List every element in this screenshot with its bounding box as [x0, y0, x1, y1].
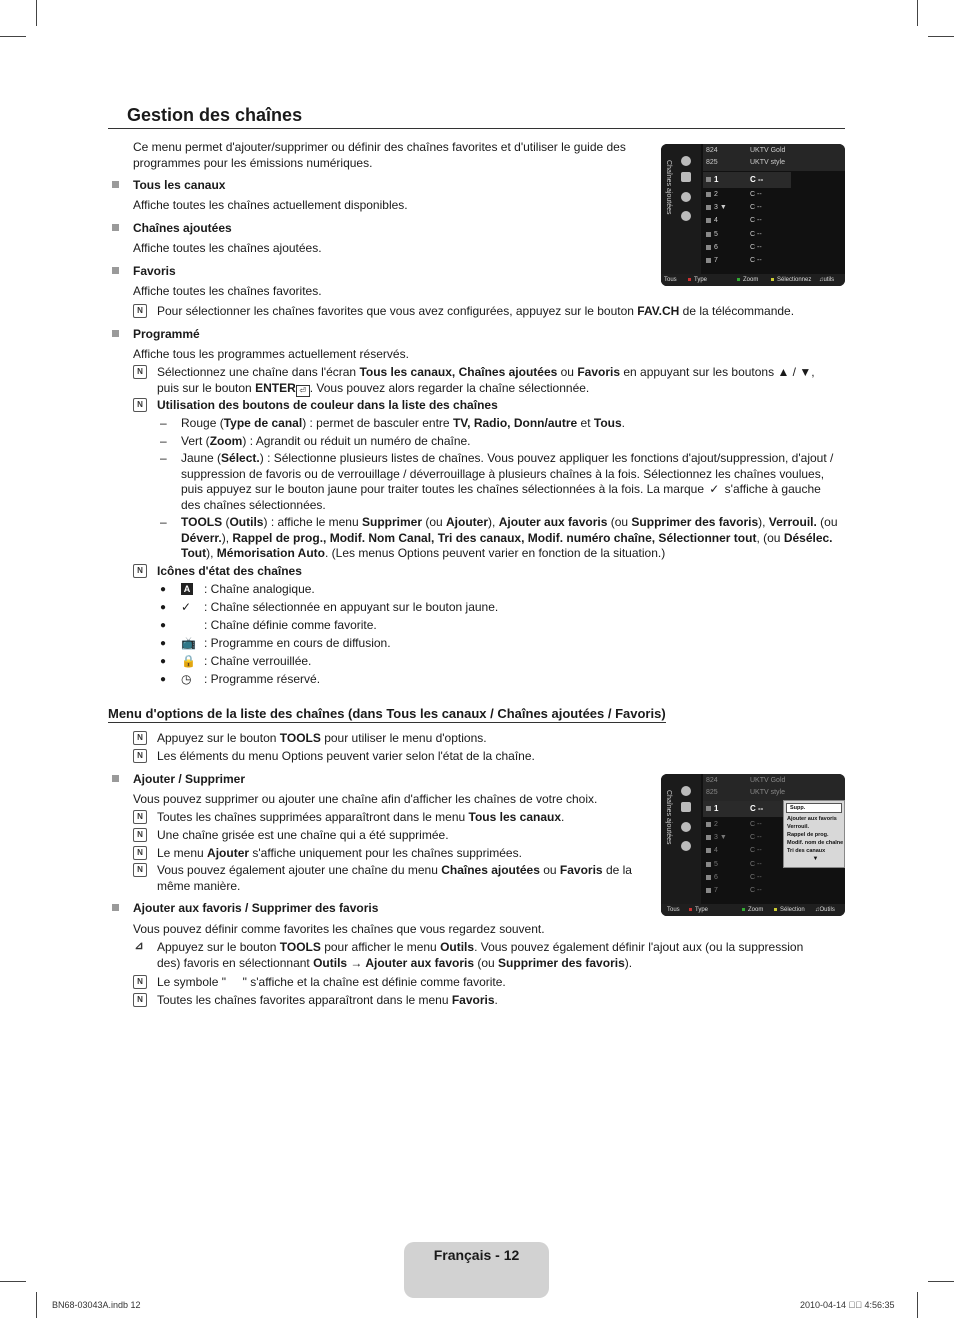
title-rule — [108, 128, 845, 129]
list-item: 2 C -- — [703, 818, 791, 831]
status-icon-desc: : Programme réservé. — [204, 672, 321, 686]
intro-text: Ce menu permet d'ajouter/supprimer ou définir des chaînes favorites et d'utiliser le guide des programmes pour les émissions numériques. — [133, 140, 626, 170]
tools-line-part: Verrouil. — [768, 515, 817, 529]
status-icon-desc: : Chaîne analogique. — [204, 582, 315, 596]
note-text: Une chaîne grisée est une chaîne qui a été supprimée. — [157, 828, 449, 842]
status-icon-desc: : Chaîne définie comme favorite. — [204, 618, 377, 632]
note-icon: N — [133, 846, 147, 860]
note-text: Appuyez sur le bouton TOOLS pour afficher le menu Outils. Vous pouvez également définir l'ajout aux (ou la suppression des) favoris en sélectionnant Outils → Ajouter aux favoris (ou Supprimer des favoris). — [157, 940, 804, 970]
item-desc: Vous pouvez supprimer ou ajouter une chaîne afin d'afficher les chaînes de votre choix. — [133, 792, 598, 806]
tools-line-part: ( — [222, 515, 230, 529]
tools-line-part: , (ou — [756, 530, 784, 545]
list-item-selected: 1 C -- — [703, 801, 783, 817]
list-item: 3 ▼ C -- — [703, 201, 791, 214]
bullet-square — [112, 330, 119, 337]
crop-mark — [917, 1292, 918, 1318]
clock-icon: ◷ — [181, 672, 192, 686]
channel-list-icon — [681, 802, 691, 812]
enter-icon: ⏎ — [296, 385, 310, 397]
list-item: 6 C -- — [703, 241, 791, 254]
tools-line-part: Mémorisation Auto — [216, 546, 326, 560]
tools-line-part: Désélec. Tout — [181, 530, 833, 560]
note-icon: N — [133, 398, 147, 412]
check-icon: ✓ — [181, 600, 192, 614]
tv-icon: 📺 — [181, 636, 196, 650]
list-item: 4 C -- — [703, 844, 791, 857]
globe-icon — [681, 211, 691, 221]
screen-footer: Tous Type Zoom Sélectionnez ♫ utils — [661, 274, 845, 286]
analog-icon: A — [181, 583, 193, 595]
antenna-icon — [681, 156, 691, 166]
tools-line-part: (ou — [816, 515, 838, 529]
status-icon-desc: : Chaîne sélectionnée en appuyant sur le bouton jaune. — [204, 600, 499, 614]
crop-mark — [36, 1292, 37, 1318]
bullet-square — [112, 181, 119, 188]
bullet-dot: ● — [160, 584, 167, 595]
tools-line-part: . (Les menus Options peuvent varier en fonction de la situation.) — [325, 546, 666, 560]
tools-line-part: ), — [488, 515, 499, 529]
section-title: Gestion des chaînes — [127, 105, 303, 125]
tools-line-part: Supprimer des favoris — [631, 515, 759, 529]
list-item: 824 UKTV Gold — [706, 147, 786, 154]
status-icon-desc: : Chaîne verrouillée. — [204, 654, 312, 668]
popup-item-selected: Supp. — [786, 803, 842, 813]
bullet-dot: ● — [160, 656, 167, 667]
antenna-icon — [681, 786, 691, 796]
color-rouge: Rouge (Type de canal) : permet de basculer entre TV, Radio, Donn/autre et Tous. — [181, 416, 625, 430]
list-item: 5 C -- — [703, 858, 791, 871]
popup-item: Modif. nom de chaîne — [787, 840, 844, 846]
note-icon: N — [133, 749, 147, 763]
note-icon: N — [133, 810, 147, 824]
bullet-square — [112, 904, 119, 911]
list-item: 5 C -- — [703, 228, 791, 241]
note-text: Appuyez sur le bouton TOOLS pour utiliser le menu d'options. — [157, 731, 487, 745]
crop-mark — [0, 36, 26, 37]
options-heading: Menu d'options de la liste des chaînes (dans Tous les canaux / Chaînes ajoutées / Favoris) — [108, 706, 666, 721]
item-title: Ajouter / Supprimer — [133, 772, 246, 786]
note-text: Toutes les chaînes favorites apparaîtront dans le menu Favoris. — [157, 993, 498, 1007]
note-text: Vous pouvez également ajouter une chaîne du menu Chaînes ajoutées ou Favoris de la même manière. — [157, 863, 632, 893]
note-icon: N — [133, 304, 147, 318]
page-title — [108, 104, 302, 126]
tools-line-part: Supprimer — [361, 515, 422, 529]
color-jaune: Jaune (Sélect.) : Sélectionne plusieurs listes de chaînes. Vous pouvez appliquer les fonctions d'ajout/suppression, d'ajout / suppression de favoris ou de verrouillage / déverrouillage à plusieurs chaînes à la fois. Sélectionnez les chaînes voulues, puis appuyez sur le bouton jaune pour traiter toutes les chaînes sélectionnées à la fois. La marque ✓ s'affiche à gauche des chaînes sélectionnées. — [181, 451, 834, 512]
item-title: Favoris — [133, 264, 176, 278]
list-item: 825 UKTV style — [706, 159, 786, 166]
tools-line-part: ), — [758, 515, 769, 529]
note-text: Le symbole " " s'affiche et la chaîne est définie comme favorite. — [157, 975, 506, 989]
status-icon-desc: : Programme en cours de diffusion. — [204, 636, 391, 650]
lock-icon: 🔒 — [181, 654, 196, 668]
tools-line-part: ), — [221, 530, 233, 545]
tools-line-part: (ou — [422, 515, 447, 529]
popup-item: Tri des canaux — [787, 848, 826, 854]
list-item: 2 C -- — [703, 188, 791, 201]
popup-item: Rappel de prog. — [787, 832, 829, 838]
list-item: 4 C -- — [703, 214, 791, 227]
note-text: Les éléments du menu Options peuvent varier selon l'état de la chaîne. — [157, 749, 535, 763]
screen-vertical-label: Chaînes ajoutées — [665, 790, 672, 845]
note-text: Toutes les chaînes supprimées apparaîtront dans le menu Tous les canaux. — [157, 810, 565, 824]
bullet-square — [112, 267, 119, 274]
note-icon: N — [133, 564, 147, 578]
tv-screen-channel-list — [661, 144, 845, 286]
popup-item: Verrouil. — [787, 824, 810, 830]
note-icon: N — [133, 863, 147, 877]
crop-mark — [928, 36, 954, 37]
bullet-dot: ● — [160, 620, 167, 631]
tools-line-part: Rappel de prog., Modif. Nom Canal, Tri des canaux, Modif. numéro chaîne, Sélectionner tout — [232, 530, 757, 545]
crop-mark — [0, 1281, 26, 1282]
heart-icon — [681, 192, 691, 202]
tools-icon: ⊿ — [134, 940, 144, 952]
note-text: Le menu Ajouter s'affiche uniquement pour les chaînes supprimées. — [157, 846, 522, 860]
note-icon: N — [133, 828, 147, 842]
item-desc: Affiche toutes les chaînes favorites. — [133, 284, 322, 298]
page-number: Français - 12 — [433, 1247, 520, 1263]
item-desc: Affiche toutes les chaînes actuellement disponibles. — [133, 198, 408, 212]
note-icon: N — [133, 975, 147, 989]
note-text: Pour sélectionner les chaînes favorites que vous avez configurées, appuyez sur le bouton FAV.CH de la télécommande. — [157, 304, 795, 318]
note-text: Sélectionnez une chaîne dans l'écran Tous les canaux, Chaînes ajoutées ou Favoris en appuyant sur les boutons ▲ / ▼, puis sur le bouton ENTER ⏎ . Vous pouvez alors regarder la chaîne sélectionnée. — [157, 365, 815, 395]
bullet-square — [112, 224, 119, 231]
list-item: 6 C -- — [703, 871, 791, 884]
list-item: 825 UKTV style — [706, 789, 786, 796]
tools-line-part: TOOLS — [181, 515, 223, 529]
note-icon: N — [133, 731, 147, 745]
item-desc: Vous pouvez définir comme favorites les chaînes que vous regardez souvent. — [133, 922, 545, 936]
note-icon: N — [133, 993, 147, 1007]
crop-mark — [928, 1281, 954, 1282]
file-name: BN68-03043A.indb 12 — [52, 1300, 141, 1310]
popup-item: Ajouter aux favoris — [787, 816, 837, 822]
bullet-dot: ● — [160, 602, 167, 613]
item-desc: Affiche tous les programmes actuellement réservés. — [133, 347, 409, 361]
page-number-tab — [404, 1242, 549, 1298]
globe-icon — [681, 841, 691, 851]
heart-icon — [681, 822, 691, 832]
item-desc: Affiche toutes les chaînes ajoutées. — [133, 241, 322, 255]
list-item: 3 ▼ C -- — [703, 831, 791, 844]
screen-footer: Tous Type Zoom Sélection ♫ Outils — [661, 904, 845, 916]
bullet-square — [112, 775, 119, 782]
list-item: 824 UKTV Gold — [706, 777, 786, 784]
screen-vertical-label: Chaînes ajoutées — [665, 160, 672, 215]
tools-line-part: Ajouter aux favoris — [498, 515, 608, 529]
color-vert: Vert (Zoom) : Agrandit ou réduit un numéro de chaîne. — [181, 434, 471, 448]
note-icon: N — [133, 365, 147, 379]
crop-mark — [36, 0, 37, 26]
note-heading: Icônes d'état des chaînes — [157, 564, 302, 578]
tools-line-part: Déverr. — [181, 530, 222, 545]
popup-scroll-arrow: ▼ — [812, 856, 819, 862]
print-date: 2010-04-14 ￿￿ 4:56:35 — [800, 1300, 895, 1310]
tools-line-part: ), — [206, 546, 217, 560]
list-item: 7 C -- — [703, 254, 791, 267]
tools-line-part: Outils — [229, 515, 264, 529]
bullet-dot: ● — [160, 674, 167, 685]
channel-list-icon — [681, 172, 691, 182]
note-heading: Utilisation des boutons de couleur dans la liste des chaînes — [157, 398, 498, 412]
list-item-selected: 1 C -- — [703, 172, 791, 188]
item-title: Tous les canaux — [133, 178, 226, 192]
tv-screen-options-menu — [661, 774, 845, 916]
item-title: Programmé — [133, 327, 200, 341]
crop-mark — [917, 0, 918, 26]
list-item: 7 C -- — [703, 884, 791, 897]
tools-line-part: Ajouter — [446, 515, 489, 529]
options-popup-menu — [783, 800, 845, 868]
color-tools — [181, 515, 841, 562]
tools-line-part: (ou — [607, 515, 632, 529]
item-title: Ajouter aux favoris / Supprimer des favoris — [133, 901, 379, 915]
tools-line-part: ) : affiche le menu — [263, 515, 362, 529]
item-title: Chaînes ajoutées — [133, 221, 232, 235]
check-icon: ✓ — [709, 482, 720, 496]
bullet-dot: ● — [160, 638, 167, 649]
